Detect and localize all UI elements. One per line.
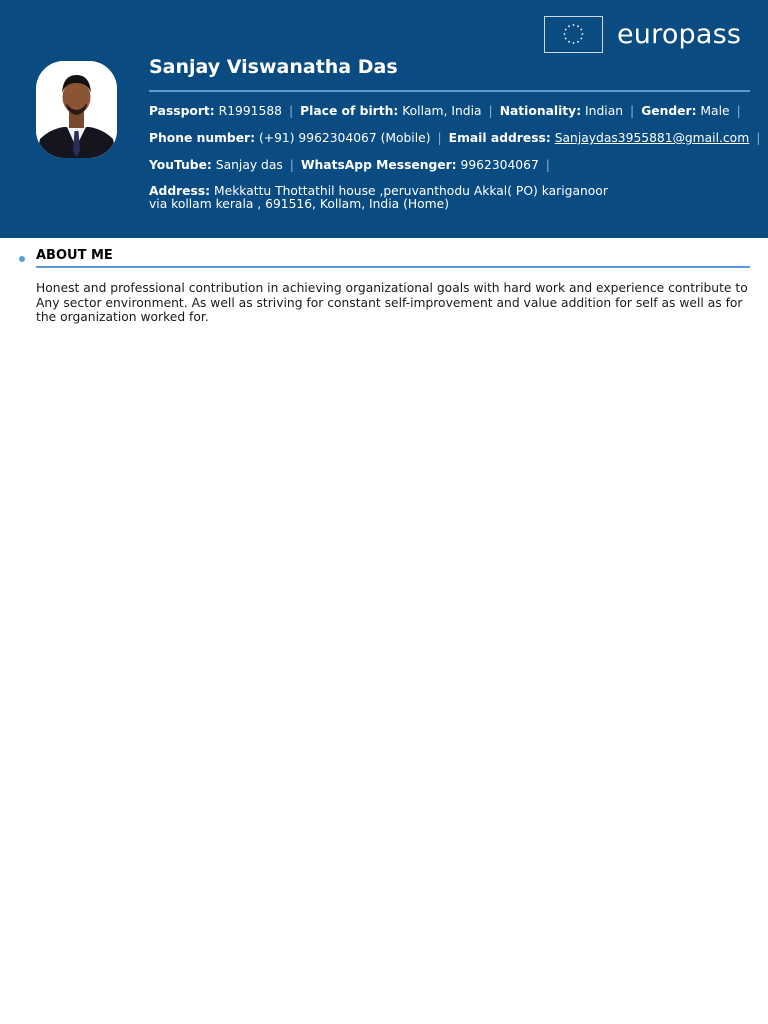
birth-label: Place of birth:: [300, 104, 399, 118]
gender-value: Male: [700, 104, 730, 118]
info-row-3: [149, 158, 557, 172]
avatar: [36, 61, 117, 158]
eu-flag-icon: [544, 16, 603, 53]
phone-value: (+91) 9962304067 (Mobile): [258, 131, 431, 145]
europass-logo: [544, 16, 741, 53]
separator: |: [756, 131, 761, 145]
separator: |: [736, 104, 741, 118]
separator: |: [437, 131, 442, 145]
whatsapp-value: 9962304067: [460, 158, 539, 172]
whatsapp-label: WhatsApp Messenger:: [300, 158, 457, 172]
youtube-label: YouTube:: [149, 158, 212, 172]
birth-value: Kollam, India: [402, 104, 482, 118]
name-divider: [149, 90, 750, 92]
info-row-2: [149, 131, 767, 145]
passport-label: Passport:: [149, 104, 215, 118]
info-row-1: [149, 104, 748, 118]
header-band: [0, 0, 768, 238]
gender-label: Gender:: [641, 104, 697, 118]
nationality-value: Indian: [585, 104, 624, 118]
nationality-label: Nationality:: [499, 104, 582, 118]
separator: |: [289, 158, 294, 172]
separator: |: [630, 104, 635, 118]
address-label: Address:: [149, 184, 211, 198]
address-block: [149, 185, 629, 211]
separator: |: [488, 104, 493, 118]
separator: |: [288, 104, 294, 118]
person-name: Sanjay Viswanatha Das: [149, 56, 398, 78]
logo-text: europass: [617, 19, 742, 50]
passport-value: R1991588: [218, 104, 282, 118]
section-bullet: [19, 256, 25, 262]
address-value: Mekkattu Thottathil house ,peruvanthodu Akkal( PO) kariganoor via kollam kerala , 691516, Kollam, India (Home): [149, 184, 608, 211]
email-label: Email address:: [448, 131, 551, 145]
separator: |: [545, 158, 550, 172]
youtube-value: Sanjay das: [215, 158, 283, 172]
email-link[interactable]: Sanjaydas3955881@gmail.com: [554, 131, 750, 145]
about-me-heading: ABOUT ME: [36, 248, 113, 263]
about-me-text: Honest and professional contribution in achieving organizational goals with hard work and experience contribute to Any sector environment. As well as striving for constant self-improvement and value addition for self as well as for the organization worked for.: [36, 281, 748, 324]
about-me-divider: [36, 266, 750, 268]
phone-label: Phone number:: [149, 131, 256, 145]
